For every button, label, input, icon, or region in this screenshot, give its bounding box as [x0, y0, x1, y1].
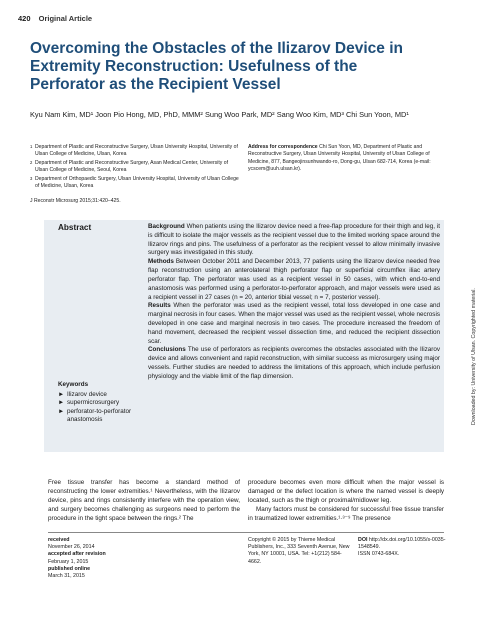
received-date: November 26, 2014	[48, 544, 95, 551]
affiliation-text: Department of Plastic and Reconstructive Surgery, Ulsan University Hospital, University of Ulsan College of Medicine, Ulsan, Korea	[35, 144, 238, 158]
methods-text: Between October 2011 and December 2013, 77 patients using the Ilizarov device needed free flap reconstruction using an anterolateral thigh perforator flap or superficial circumflex iliac artery perforator flap. The perforator was used as a recipient vessel in 50 cases, with which end-to-end anastomosis was performed using a perforator-to-perforator approach, and major vessels were used as a recipient vessel in 27 cases (n = 20, anterior tibial vessel; n = 7, posterior vessel).	[148, 258, 441, 301]
doi-block	[358, 537, 448, 559]
keyword-text: supermicrosurgery	[67, 399, 120, 407]
abstract-heading: Abstract	[58, 223, 92, 232]
accepted-label: accepted after revision	[48, 551, 106, 558]
affiliation-text: Department of Orthopaedic Surgery, Ulsan University Hospital, University of Ulsan College of Medicine, Ulsan, Korea	[35, 175, 239, 190]
background-text: When patients using the Ilizarov device need a free-flap procedure for their thigh and leg, it is difficult to isolate the major vessels as the recipient vessel due to the limited working space around the Ilizarov rings and pins. The usefulness of a perforator as the recipient vessel to allow minimally invasive surgery was investigated in this study.	[148, 223, 441, 257]
download-watermark	[462, 190, 477, 430]
body-paragraph: procedure becomes even more difficult when the major vessel is damaged or the defect location is where the named vessel is deeply located, such as the thigh or proximal/midlower leg.	[248, 479, 444, 504]
results-label: Results	[148, 302, 171, 310]
published-date: March 31, 2015	[48, 573, 85, 580]
issn: ISSN 0743-684X.	[358, 551, 400, 558]
keywords	[58, 381, 143, 425]
affiliation-number: 1	[30, 144, 33, 149]
keyword-text: perforator-to-perforator anastomosis	[67, 407, 132, 424]
article-title: Overcoming the Obstacles of the Ilizarov Device in Extremity Reconstruction: Usefulness of the Perforator as the Recipient Vessel	[30, 40, 403, 93]
journal-reference: J Reconstr Microsurg 2015;31:420–425.	[30, 198, 121, 204]
affiliations	[30, 144, 240, 191]
affiliation-number: 2	[30, 159, 33, 165]
doi-link[interactable]: http://dx.doi.org/10.1055/s-0035-1548549.	[358, 537, 446, 551]
affiliation-text: Department of Plastic and Reconstructive Surgery, Asan Medical Center, University of Ulsan College of Medicine, Seoul, Korea	[35, 159, 228, 174]
body-column-left: Free tissue transfer has become a standard method of reconstructing the lower extremities.¹ Nevertheless, with the Ilizarov device, pins and rings consistently interfere with the operation view, and surgery becomes challenging as surgeons need to perform the procedure in the tight space between the rings.² The	[48, 479, 240, 522]
arrow-bullet-icon: ►	[58, 399, 65, 407]
affiliation-item	[30, 176, 240, 191]
correspondence-label: Address for correspondence	[248, 144, 318, 150]
keyword-item	[58, 391, 143, 400]
keyword-item	[58, 399, 143, 408]
section-label: Original Article	[38, 14, 93, 23]
doi-label: DOI	[358, 537, 368, 543]
arrow-bullet-icon: ►	[58, 407, 65, 415]
correspondence	[248, 144, 448, 174]
footer-divider	[48, 532, 444, 533]
affiliation-item	[30, 160, 240, 175]
arrow-bullet-icon: ►	[58, 390, 65, 398]
keywords-heading: Keywords	[58, 381, 89, 388]
author-list: Kyu Nam Kim, MD¹ Joon Pio Hong, MD, PhD, MMM² Sung Woo Park, MD² Sang Woo Kim, MD³ Chi Sun Yoon, MD¹	[30, 110, 409, 119]
keyword-text: Ilizarov device	[67, 390, 107, 398]
correspondence-text: Chi Sun Yoon, MD, Department of Plastic and Reconstructive Surgery, Ulsan University Hospital, University of Ulsan College of Medicine, 877, Bangeojinsunhwando-ro, Dong-gu, Ulsan 682-714, Korea (e-mail: ycscem@uuh.ulsan.kr).	[248, 144, 431, 173]
affiliation-item	[30, 144, 240, 159]
published-label: published online	[48, 565, 91, 572]
accepted-date: February 1, 2015	[48, 558, 89, 565]
body-column-right	[248, 479, 444, 524]
methods-label: Methods	[148, 258, 174, 266]
received-label: received	[48, 537, 70, 543]
running-header	[18, 14, 92, 23]
article-dates	[48, 537, 138, 580]
background-label: Background	[148, 223, 185, 230]
conclusions-label: Conclusions	[148, 346, 186, 354]
copyright-notice: Copyright © 2015 by Thieme Medical Publishers, Inc., 333 Seventh Avenue, New York, NY 10001, USA. Tel: +1(212) 584-4662.	[248, 537, 350, 565]
abstract-body	[148, 223, 440, 382]
body-paragraph: Many factors must be considered for successful free tissue transfer in traumatized lower extremities.¹·³⁻⁹ The presence	[248, 505, 444, 522]
conclusions-text: The use of perforators as recipients overcomes the obstacles associated with the Ilizarov device and allows convenient and rapid reconstruction, with similar success as microsurgery using major vessels. Further studies are needed to address the limitations of this approach, which include perfusion physiology and the viable limit of the flap dimension.	[148, 346, 440, 380]
page-number: 420	[18, 14, 31, 23]
keyword-item	[58, 408, 143, 425]
affiliation-number: 3	[30, 175, 33, 181]
download-watermark-text: Downloaded by: University of Ulsan. Copyrighted material.	[471, 288, 477, 425]
results-text: When the perforator was used as the recipient vessel, total loss developed in one case and marginal necrosis in four cases. When the major vessel was used as the recipient vessel, whole necrosis developed in one case and marginal necrosis in two cases. The procedure increased the freedom of hand movement, decreased the recipient vessel dissection time, and reduced the recipient dissection scar.	[148, 302, 440, 345]
